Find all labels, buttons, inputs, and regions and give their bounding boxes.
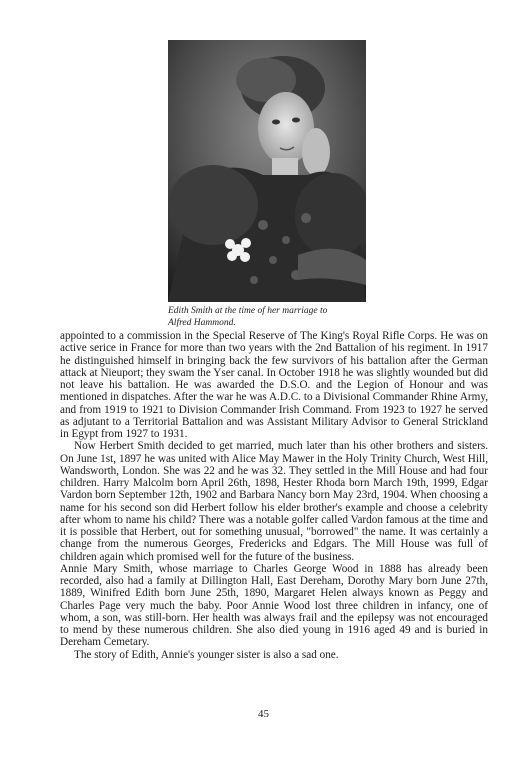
paragraph: appointed to a commission in the Special Reserve of The King's Royal Rifle Corps. He was on active serice in France for more than two years with the 2nd Battalion of his regiment. In 1917 he distinguished himself in bringing back the few survivors of his battalion after the German attack at Nieuport; they swam the Yser canal. In October 1918 he was slightly wounded but did not leave his battalion. He was awarded the D.S.O. and the Legion of Honour and was mentioned in dispatches. After the war he was A.D.C. to a Divisional Commander Rhine Army, and from 1919 to 1921 to Division Commander Irish Command. From 1923 to 1927 he served as adjutant to a Territorial Battalion and was Assistant Military Advisor to General Strickland in Egypt from 1927 to 1931. <box>60 330 488 440</box>
paragraph: The story of Edith, Annie's younger sister is also a sad one. <box>74 648 339 661</box>
paragraph: Annie Mary Smith, whose marriage to Charles George Wood in 1888 has already been recorded, also had a family at Dillington Hall, East Dereham, Dorothy Mary born June 27th, 1889, Winifred Edith born June 25th, 1890, Margaret Helen always known as Peggy and Charles Page very much the baby. Poor Annie Wood lost three children in infancy, one of whom, a son, was still-born. Her health was always frail and the epilepsy was not encouraged to mend by these numerous children. She also died young in 1916 aged 49 and is buried in Dereham Cemetary. <box>60 562 488 649</box>
page-number: 45 <box>258 708 269 720</box>
photo-caption <box>168 305 378 329</box>
body-text <box>60 330 488 661</box>
paragraph: Now Herbert Smith decided to get married, much later than his other brothers and sisters. On June 1st, 1897 he was united with Alice May Mawer in the Holy Trinity Church, West Hill, Wandsworth, London. She was 22 and he was 32. They settled in the Mill House and had four children. Harry Malcolm born April 26th, 1898, Hester Rhoda born March 19th, 1999, Edgar Vardon born September 12th, 1902 and Barbara Nancy born May 23rd, 1904. When choosing a name for his second son did Herbert follow his elder brother's example and choose a celebrity after whom to name his child? There was a notable golfer called Vardon famous at the time and it is possible that Herbert, out for something unusual, "borrowed" the name. It was certainly a change from the numerous Georges, Fredericks and Edgars. The Mill House was full of children again which promised well for the future of the business. <box>60 440 488 563</box>
portrait-photograph <box>168 40 366 302</box>
caption-line: Alfred Hammond. <box>168 318 236 328</box>
caption-line: Edith Smith at the time of her marriage to <box>168 306 328 316</box>
